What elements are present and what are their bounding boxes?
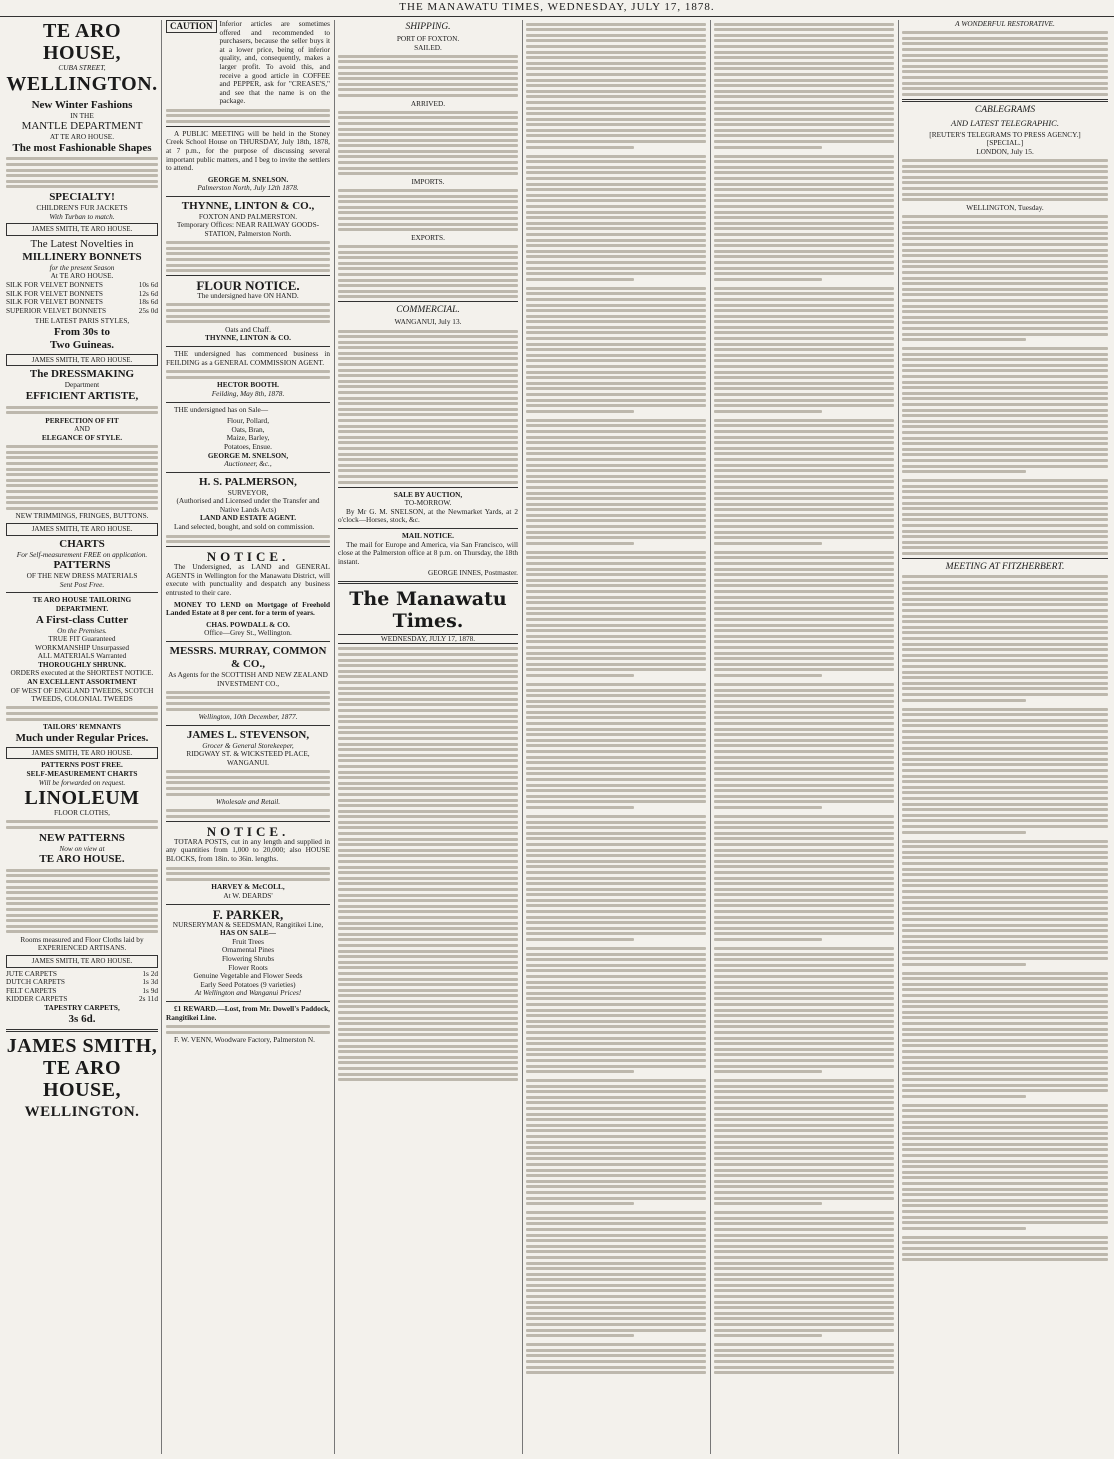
ad-body-text	[6, 406, 158, 415]
ad-text: TRUE FIT Guaranteed	[48, 634, 116, 644]
ad-text: The undersigned have ON HAND.	[197, 291, 299, 301]
ad-text: Office—Grey St., Wellington.	[204, 628, 292, 638]
article-text	[338, 189, 518, 231]
ad-body-text	[6, 445, 158, 510]
signature: HARVEY & McCOLL,	[211, 882, 285, 892]
ad-text: At TE ARO HOUSE.	[50, 271, 114, 281]
sub-heading: WANGANUI, July 13.	[394, 317, 462, 327]
column-rule	[161, 20, 162, 1454]
ad-text: PERFECTION OF FIT	[45, 415, 119, 425]
editorial-column	[526, 20, 706, 1454]
ad-text: NEW TRIMMINGS, FRINGES, BUTTONS.	[15, 511, 149, 521]
notice-date: Feilding, May 8th, 1878.	[211, 388, 285, 398]
section-heading: SHIPPING.	[405, 22, 451, 32]
editorial-text	[338, 647, 518, 1081]
news-text	[714, 23, 894, 1375]
ad-body-text	[166, 691, 330, 711]
ad-text: Temporary Offices: NEAR RAILWAY GOODS-STATION, Palmerston North.	[176, 220, 320, 239]
ad-text: TAILORS' REMNANTS	[43, 722, 121, 732]
ad-text: ORDERS executed at the SHORTEST NOTICE.	[10, 668, 154, 678]
ad-heading: NOTICE.	[206, 549, 290, 565]
ad-text: ELEGANCE OF STYLE.	[41, 433, 123, 443]
ad-body-text	[166, 303, 330, 323]
sub-heading: WELLINGTON, Tuesday.	[966, 202, 1044, 212]
list-item: Genuine Vegetable and Flower Seeds	[193, 971, 303, 981]
sub-heading: ARRIVED.	[410, 98, 446, 108]
ad-text: CHILDREN'S FUR JACKETS	[36, 202, 128, 212]
ad-text: At Wellington and Wanganui Prices!	[194, 988, 302, 998]
sub-heading: TO-MORROW.	[404, 498, 452, 508]
sub-heading: PORT OF FOXTON.	[396, 34, 460, 43]
ad-heading: NEW PATTERNS	[39, 831, 125, 844]
ad-subtitle: CUBA STREET,	[58, 63, 106, 72]
article-text	[902, 215, 1108, 555]
signature: HECTOR BOOTH.	[217, 380, 279, 390]
price-label: SILK FOR VELVET BONNETS	[6, 297, 103, 307]
ad-body-text	[6, 820, 158, 829]
section-heading: COMMERCIAL.	[396, 305, 460, 316]
article-text	[902, 575, 1108, 1261]
sub-heading: A WONDERFUL RESTORATIVE.	[955, 20, 1055, 28]
ad-text: AT TE ARO HOUSE.	[49, 132, 115, 142]
ad-text: With Turban to match.	[49, 211, 115, 221]
ad-body-text	[166, 770, 330, 795]
ad-text: Grocer & General Storekeeper,	[202, 740, 294, 750]
price-label: SILK FOR VELVET BONNETS	[6, 279, 103, 289]
ad-heading: MANTLE DEPARTMENT	[21, 120, 143, 133]
ad-heading: LINOLEUM	[24, 787, 140, 810]
ad-body-text	[6, 706, 158, 720]
column-rule	[898, 20, 899, 1454]
ad-text: Sent Post Free.	[59, 579, 105, 589]
plant-list	[166, 938, 330, 981]
ad-heading: CHARTS	[59, 537, 105, 550]
shipping-commercial-column	[338, 20, 518, 1454]
article-text: The mail for Europe and America, via San Francisco, will close at the Palmerston office at 8 p.m. on Thursday, the 18th instant.	[338, 539, 518, 566]
ad-body-text	[6, 869, 158, 934]
ad-text: HAS ON SALE—	[220, 928, 276, 938]
ad-title: TE ARO HOUSE,	[42, 20, 122, 64]
public-meeting-notice: A PUBLIC MEETING will be held in the Stoney Creek School House on THURSDAY, July 18th, 1878, at 7 p.m., for the purpose of discussing several important public matters, and I beg to invite the settlers to attend.	[166, 128, 330, 173]
price-label: KIDDER CARPETS	[6, 994, 68, 1004]
ad-sign-off: JAMES SMITH, TE ARO HOUSE.	[6, 354, 158, 367]
bonnet-price-list	[6, 281, 158, 315]
caution-label: CAUTION	[166, 20, 217, 33]
ad-text: F. W. VENN, Woodware Factory, Palmerston N.	[174, 1035, 315, 1045]
reward-notice: £1 REWARD.—Lost, from Mr. Dowell's Paddock, Rangitikei Line.	[166, 1003, 330, 1022]
ad-text: THOROUGHLY SHRUNK.	[38, 659, 126, 669]
ad-text: Department	[64, 380, 100, 390]
ad-body-text	[166, 109, 330, 123]
ad-body-text	[166, 370, 330, 379]
ad-text: NURSERYMAN & SEEDSMAN, Rangitikei Line,	[172, 919, 324, 929]
ad-heading: TE ARO HOUSE.	[39, 853, 125, 866]
column-rule	[710, 20, 711, 1454]
price-value: 25s 0d	[138, 305, 158, 315]
price-value: 1s 9d	[142, 985, 158, 995]
list-item: Flowering Shrubs	[221, 954, 275, 963]
ad-footer: TE ARO HOUSE,	[42, 1056, 122, 1101]
sub-heading: [SPECIAL.]	[986, 138, 1024, 148]
price-value: 12s 6d	[138, 288, 158, 298]
newspaper-masthead: The Manawatu Times.	[349, 587, 507, 632]
ad-heading: THYNNE, LINTON & CO.,	[181, 199, 315, 212]
ad-heading: FLOUR NOTICE.	[196, 278, 300, 294]
sub-heading: SALE BY AUCTION,	[393, 489, 463, 499]
ad-text: IN THE	[70, 110, 94, 120]
ad-text: LAND AND ESTATE AGENT.	[199, 513, 297, 523]
ad-sign-off: JAMES SMITH, TE ARO HOUSE.	[6, 747, 158, 760]
ad-text: Will be forwarded on request.	[38, 777, 126, 787]
ad-heading: PATTERNS	[53, 559, 111, 572]
signature: GEORGE M. SNELSON.	[207, 174, 289, 184]
issue-date: WEDNESDAY, JULY 17, 1878.	[338, 634, 518, 645]
ad-heading: From 30s to	[53, 325, 110, 338]
ad-text: Auctioneer, &c.,	[224, 459, 272, 469]
signature: CHAS. POWDALL & CO.	[206, 619, 290, 629]
ad-text: AND	[74, 424, 90, 434]
ad-heading: 3s 6d.	[68, 1012, 96, 1025]
ad-text: Wholesale and Retail.	[215, 797, 281, 807]
list-item: Fruit Trees	[232, 936, 264, 946]
ad-text: On the Premises.	[57, 625, 107, 635]
article-text: By Mr G. M. SNELSON, at the Newmarket Yards, at 2 o'clock—Horses, stock, &c.	[338, 506, 518, 525]
notice-date: Wellington, 10th December, 1877.	[198, 712, 298, 722]
booth-notice: THE undersigned has commenced business in FEILDING as a GENERAL COMMISSION AGENT.	[166, 348, 330, 367]
price-row	[6, 307, 158, 316]
notice-date: Palmerston North, July 12th 1878.	[197, 183, 299, 193]
price-label: SUPERIOR VELVET BONNETS	[6, 305, 107, 315]
ad-footer: WELLINGTON.	[24, 1103, 140, 1120]
ad-text: for the present Season	[49, 262, 115, 272]
ad-text: FLOOR CLOTHS,	[54, 808, 110, 818]
ad-text: Oats and Chaff.	[225, 324, 271, 334]
ad-body-text	[166, 1025, 330, 1034]
article-text	[338, 111, 518, 176]
ad-text: Now on view at	[59, 843, 105, 853]
ad-body-text	[6, 157, 158, 188]
ad-text: TOTARA POSTS, cut in any length and supplied in any quantities from 1,000 to 20,000; also HOUSE BLOCKS, from 18in. to 36in. lengths.	[166, 836, 330, 864]
article-text	[338, 55, 518, 97]
ad-heading: F. PARKER,	[212, 906, 284, 922]
list-item: Flour, Pollard,	[226, 416, 270, 426]
list-item: Maize, Barley,	[226, 433, 270, 443]
ad-body-text	[166, 809, 330, 818]
ad-text: TAPESTRY CARPETS,	[44, 1003, 120, 1013]
sub-heading: LONDON, July 15.	[976, 146, 1034, 156]
ad-text: For Self-measurement FREE on application.	[16, 549, 148, 559]
editorial-text	[526, 23, 706, 1375]
list-item: Potatoes, Ensue.	[223, 441, 273, 451]
list-item: Oats, Bran,	[231, 424, 265, 434]
news-column	[714, 20, 894, 1454]
ad-text: Early Seed Potatoes (9 varieties)	[200, 979, 296, 989]
carpet-price-list	[6, 970, 158, 1004]
ad-text: (Authorised and Licensed under the Transfer and Native Lands Acts)	[176, 496, 320, 514]
te-aro-house-advertisement	[6, 20, 158, 1454]
ad-heading: New Winter Fashions	[31, 98, 133, 111]
ad-text: OF THE NEW DRESS MATERIALS	[26, 571, 138, 581]
article-text	[902, 31, 1108, 96]
ad-sign-off: JAMES SMITH, TE ARO HOUSE.	[6, 523, 158, 536]
signature: GEORGE M. SNELSON,	[207, 450, 289, 460]
price-value: 1s 2d	[142, 968, 158, 978]
ad-body-text	[166, 241, 330, 272]
ad-text: FOXTON AND PALMERSTON.	[198, 211, 298, 221]
column-rule	[522, 20, 523, 1454]
ad-heading: MESSRS. MURRAY, COMMON & CO.,	[169, 645, 327, 670]
ad-text: MONEY TO LEND on Mortgage of Freehold Landed Estate at 8 per cent. for a term of years.	[166, 599, 330, 618]
ad-text: ALL MATERIALS Warranted	[37, 651, 127, 661]
sale-items-list	[166, 417, 330, 451]
ad-text: Land selected, bought, and sold on commission.	[174, 522, 315, 532]
ad-text: SELF-MEASUREMENT CHARTS	[26, 769, 138, 778]
price-value: 18s 6d	[138, 297, 158, 307]
sub-heading: [REUTER'S TELEGRAMS TO PRESS AGENCY.]	[929, 129, 1081, 139]
price-label: FELT CARPETS	[6, 985, 57, 995]
article-text	[902, 159, 1108, 201]
list-item: Flower Roots	[228, 962, 268, 972]
ad-text: PATTERNS POST FREE.	[41, 760, 123, 770]
price-label: DUTCH CARPETS	[6, 977, 65, 987]
section-heading: CABLEGRAMS	[974, 104, 1036, 115]
ad-heading: SPECIALTY!	[49, 190, 115, 203]
price-value: 2s 11d	[139, 994, 158, 1004]
sub-heading: MAIL NOTICE.	[402, 530, 454, 540]
signature: GEORGE INNES, Postmaster.	[428, 568, 518, 578]
ad-text: WORKMANSHIP Unsurpassed	[35, 642, 129, 652]
ad-text: At W. DEARDS'	[223, 891, 273, 901]
ad-body-text	[166, 867, 330, 881]
ad-heading: The most Fashionable Shapes	[12, 141, 152, 154]
ad-sign-off: JAMES SMITH, TE ARO HOUSE.	[6, 223, 158, 236]
ad-text: The Undersigned, as LAND and GENERAL AGENTS in Wellington for the Manawatu District, will execute with punctuality and despatch any business entrusted to their care.	[166, 562, 330, 598]
ad-text: SURVEYOR,	[227, 487, 269, 497]
ad-text: Rooms measured and Floor Cloths laid by EXPERIENCED ARTISANS.	[20, 934, 144, 953]
signature: THYNNE, LINTON & CO.	[204, 333, 292, 343]
ad-heading: NOTICE.	[206, 823, 290, 839]
price-value: 1s 3d	[142, 977, 158, 987]
ad-text: THE undersigned has on Sale—	[174, 404, 269, 414]
page-header: THE MANAWATU TIMES, WEDNESDAY, JULY 17, 1878.	[0, 0, 1114, 17]
price-label: JUTE CARPETS	[6, 968, 57, 978]
ad-body-text	[166, 535, 330, 544]
notices-column	[166, 20, 330, 1454]
ad-text: THE LATEST PARIS STYLES,	[34, 316, 130, 326]
sub-heading: IMPORTS.	[411, 176, 445, 186]
section-heading: MEETING AT FITZHERBERT.	[945, 561, 1065, 572]
ad-heading: JAMES L. STEVENSON,	[186, 728, 310, 741]
ad-text: AN EXCELLENT ASSORTMENT	[27, 677, 137, 687]
ad-text: As Agents for the SCOTTISH AND NEW ZEALAND INVESTMENT CO.,	[168, 670, 328, 688]
ad-heading: The Latest Novelties in	[30, 237, 134, 250]
ad-heading: H. S. PALMERSON,	[199, 475, 297, 488]
sub-heading: EXPORTS.	[411, 232, 445, 242]
ad-text: TE ARO HOUSE TAILORING DEPARTMENT.	[32, 595, 132, 613]
sub-heading: SAILED.	[414, 42, 442, 52]
section-heading: AND LATEST TELEGRAPHIC.	[951, 117, 1059, 128]
ad-heading: The DRESSMAKING	[29, 368, 135, 381]
price-value: 10s 6d	[138, 279, 158, 289]
ad-heading: A First-class Cutter	[35, 613, 129, 626]
ad-footer: JAMES SMITH,	[6, 1034, 158, 1057]
article-text	[338, 245, 518, 298]
caution-text: Inferior articles are sometimes offered and recommended to purchasers, because the seller buys it at a lower price, being of inferior quality, and, consequently, makes a larger profit. To avoid this, and receive a good article in COFFEE and PEPPER, ask for "CREASE'S," and see that the name is on the package.	[219, 20, 330, 106]
article-text	[338, 330, 518, 484]
ad-text: RIDGWAY ST. & WICKSTEED PLACE, WANGANUI.	[186, 749, 310, 767]
ad-text: OF WEST OF ENGLAND TWEEDS, SCOTCH TWEEDS, COLONIAL TWEEDS	[10, 685, 154, 704]
caution-notice	[166, 20, 330, 106]
price-label: SILK FOR VELVET BONNETS	[6, 288, 103, 298]
ad-sign-off: JAMES SMITH, TE ARO HOUSE.	[6, 955, 158, 968]
list-item: Ornamental Pines	[221, 945, 275, 955]
ad-heading: Two Guineas.	[50, 338, 114, 351]
ad-heading: EFFICIENT ARTISTE,	[25, 390, 139, 403]
ad-heading: MILLINERY BONNETS	[22, 250, 142, 263]
ad-title-city: WELLINGTON.	[6, 72, 158, 95]
column-rule	[334, 20, 335, 1454]
telegrams-column	[902, 20, 1108, 1454]
ad-heading: Much under Regular Prices.	[15, 731, 149, 744]
